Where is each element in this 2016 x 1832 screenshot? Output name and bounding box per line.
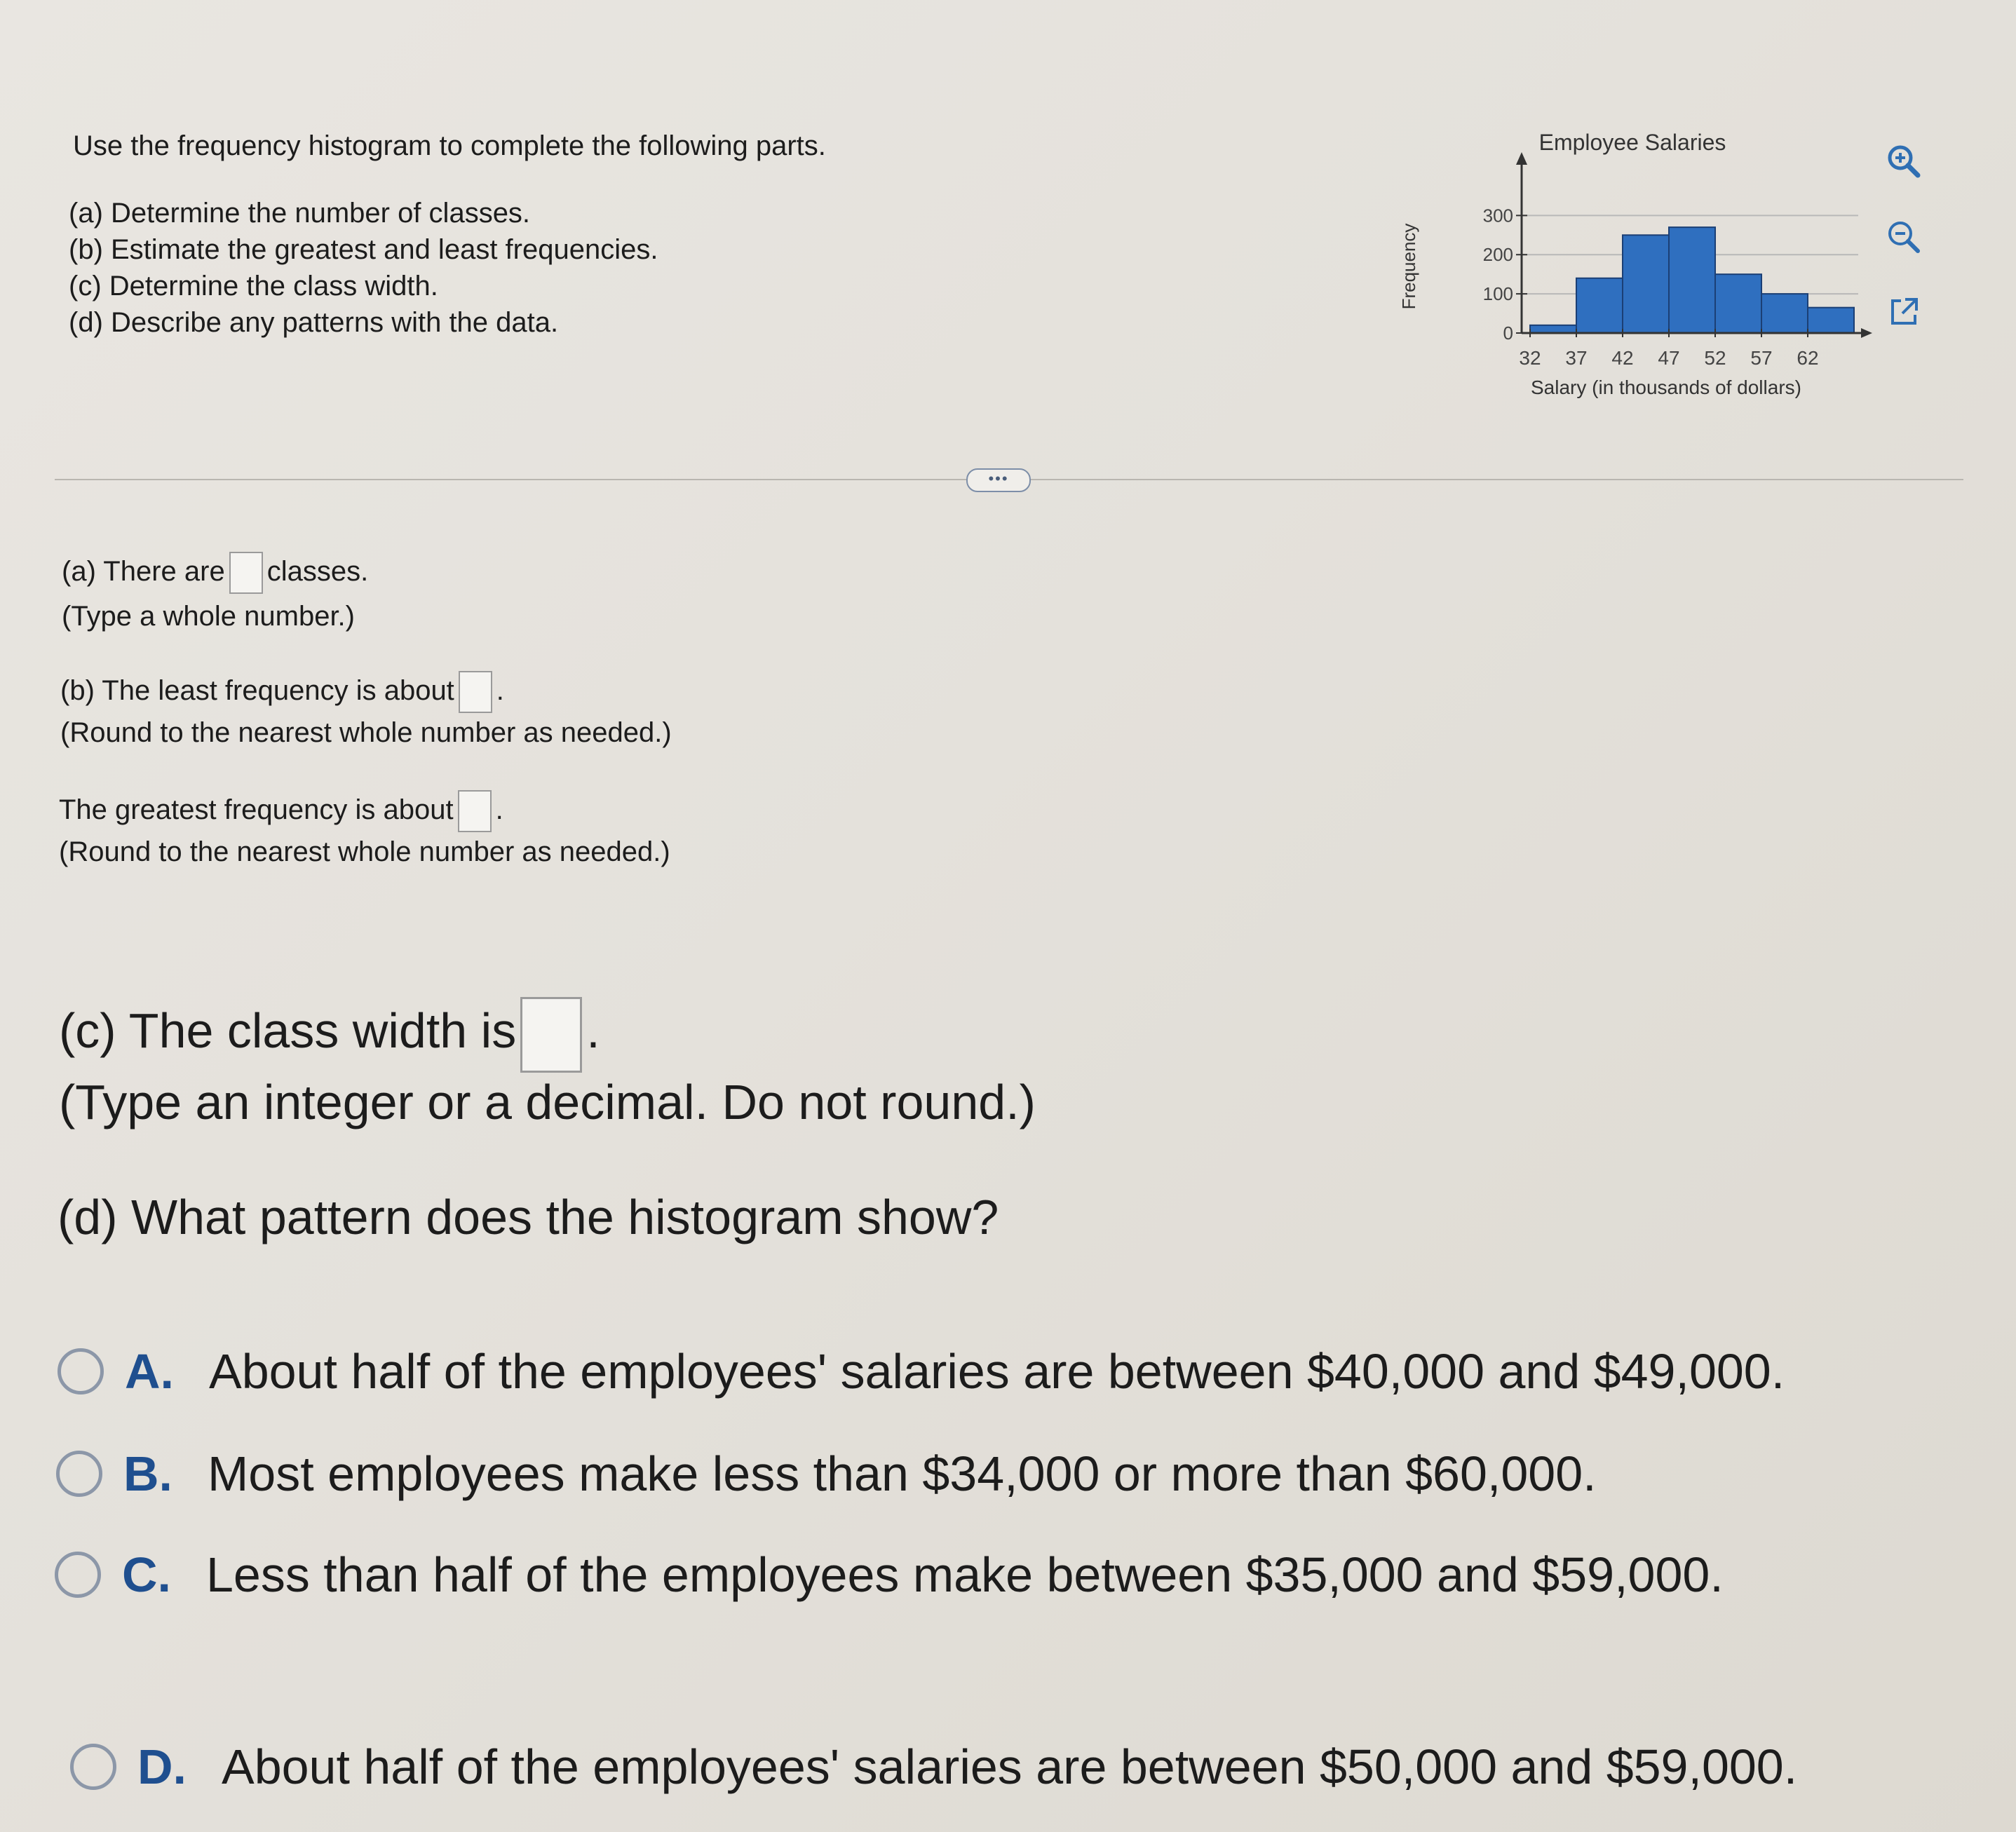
x-axis-arrow-icon (1861, 328, 1872, 338)
period: . (495, 794, 503, 825)
y-tick-label-100: 100 (1482, 283, 1513, 305)
option-a-text: About half of the employees' salaries are between $40,000 and $49,000. (209, 1344, 1785, 1399)
answer-b-greatest-line (59, 789, 503, 832)
zoom-in-icon[interactable] (1883, 140, 1925, 182)
histogram-bar-42 (1623, 235, 1669, 333)
x-tick-label-37: 37 (1565, 347, 1588, 369)
option-b-letter: B. (123, 1446, 172, 1501)
option-b[interactable] (56, 1439, 1597, 1509)
zoom-out-icon[interactable] (1883, 216, 1925, 258)
chart-title: Employee Salaries (1538, 130, 1726, 155)
histogram-bar-37 (1576, 278, 1623, 333)
answer-b-hint-2: (Round to the nearest whole number as needed.) (59, 836, 670, 867)
y-axis-label: Frequency (1398, 223, 1419, 310)
answer-d-question: (d) What pattern does the histogram show? (57, 1190, 999, 1244)
answer-a-prefix: (a) There are (62, 556, 225, 587)
option-d-text: About half of the employees' salaries are between $50,000 and $59,000. (222, 1739, 1798, 1794)
period: . (496, 675, 504, 706)
answer-c-prefix: (c) The class width is (59, 1003, 517, 1058)
question-part-a: (a) Determine the number of classes. (69, 198, 531, 229)
option-a[interactable] (57, 1336, 1785, 1406)
option-b-radio[interactable] (56, 1451, 102, 1497)
option-d[interactable] (70, 1732, 1797, 1802)
option-a-letter: A. (125, 1344, 174, 1399)
answer-a-suffix: classes. (266, 556, 369, 587)
x-tick-label-52: 52 (1704, 347, 1726, 369)
histogram-bar-57 (1761, 294, 1808, 333)
answer-c-line (59, 996, 600, 1073)
option-a-radio[interactable] (57, 1348, 104, 1395)
answer-b-greatest-prefix: The greatest frequency is about (59, 794, 454, 825)
y-tick-label-0: 0 (1503, 323, 1513, 344)
x-tick-label-47: 47 (1658, 347, 1680, 369)
open-in-new-window-icon[interactable] (1883, 291, 1925, 333)
least-frequency-input[interactable] (459, 671, 492, 713)
histogram-bar-52 (1715, 274, 1761, 333)
x-tick-label-32: 32 (1519, 347, 1541, 369)
answer-b-least-prefix: (b) The least frequency is about (60, 675, 454, 706)
option-c-radio[interactable] (55, 1552, 101, 1598)
option-d-letter: D. (137, 1739, 187, 1794)
answer-c-hint: (Type an integer or a decimal. Do not round.) (59, 1075, 1036, 1129)
option-b-text: Most employees make less than $34,000 or more than $60,000. (208, 1446, 1597, 1501)
x-tick-label-62: 62 (1797, 347, 1819, 369)
answer-a-hint: (Type a whole number.) (62, 601, 355, 632)
question-part-c: (c) Determine the class width. (69, 271, 438, 301)
histogram-bar-47 (1669, 227, 1715, 333)
answer-b-hint-1: (Round to the nearest whole number as needed.) (60, 717, 672, 748)
option-c-letter: C. (122, 1547, 171, 1602)
option-c[interactable] (55, 1540, 1724, 1610)
greatest-frequency-input[interactable] (458, 790, 492, 832)
classes-input[interactable] (229, 552, 263, 594)
question-parts (69, 195, 658, 341)
y-tick-label-200: 200 (1482, 244, 1513, 266)
histogram-bar-32 (1530, 325, 1576, 333)
answer-b-least-line (60, 670, 504, 713)
employee-salaries-histogram (1395, 126, 1886, 421)
histogram-bar-62 (1808, 308, 1854, 333)
expand-more-button[interactable]: ••• (966, 468, 1031, 492)
y-tick-label-300: 300 (1482, 205, 1513, 226)
answer-a-line (62, 551, 368, 594)
x-tick-label-42: 42 (1611, 347, 1634, 369)
x-tick-label-57: 57 (1750, 347, 1773, 369)
x-axis-label: Salary (in thousands of dollars) (1531, 376, 1801, 398)
question-part-b: (b) Estimate the greatest and least frequencies. (69, 234, 658, 265)
y-axis-arrow-icon (1516, 152, 1527, 165)
period: . (586, 1003, 600, 1058)
option-d-radio[interactable] (70, 1744, 116, 1790)
class-width-input[interactable] (520, 997, 582, 1073)
question-intro: Use the frequency histogram to complete the following parts. (73, 130, 826, 161)
question-part-d: (d) Describe any patterns with the data. (69, 307, 559, 338)
option-c-text: Less than half of the employees make between $35,000 and $59,000. (206, 1547, 1724, 1602)
